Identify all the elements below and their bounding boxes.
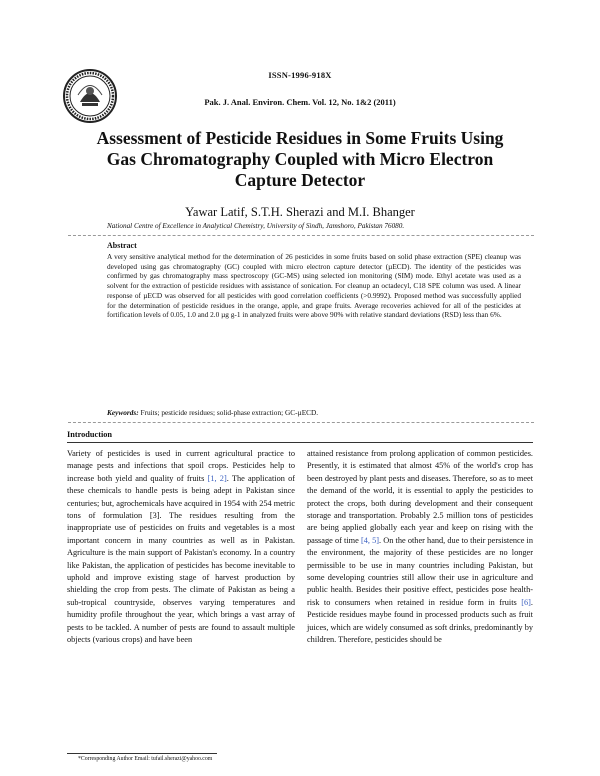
affiliation: National Centre of Excellence in Analytical Chemistry, University of Sindh, Jamshoro, Pakistan 76080.	[107, 222, 405, 230]
authors: Yawar Latif, S.T.H. Sherazi and M.I. Bhanger	[185, 205, 415, 219]
citation-link[interactable]: [1, 2]	[207, 473, 227, 483]
issn: ISSN-1996-918X	[268, 70, 332, 80]
keywords	[107, 408, 318, 417]
keywords-text: Fruits; pesticide residues; solid-phase extraction; GC-µECD.	[140, 408, 319, 417]
body-column-right	[307, 448, 533, 647]
keywords-label: Keywords:	[107, 408, 139, 417]
abstract-section	[107, 241, 521, 320]
divider	[68, 422, 534, 423]
paragraph-text: . Pesticide residues maybe found in processed products such as fruit juices, which are widely consumed as soft drinks, predominantly by children. Therefore, pesticides should be	[307, 597, 533, 645]
divider	[68, 235, 534, 236]
paragraph-text: Variety of pesticides is used in current agricultural practice to manage pests and infections that spoil crops. Pesticides help to increase both yield and quality of fruits	[67, 449, 295, 483]
abstract-text: A very sensitive analytical method for the determination of 26 pesticides in some fruits based on solid phase extraction (SPE) cleanup was developed using gas chromatography (GC) coupled with micro electron capture detector (µECD). The identity of the pesticides was confirmed by gas chromatography mass spectroscopy (GC-MS) using selected ion monitoring (SIM) mode. Ethyl acetate was used as a solvent for the extraction of pesticide residues with assistance of sonication. For cleanup an octadecyl, C18 SPE column was used. A linear response of µECD was observed for all pesticides with good correlation coefficients (>0.9992). Proposed method was successfully applied for the determination of pesticide residues in the orange, apple, and grape fruits. Average recoveries achieved for all of the pesticides at fortification levels of 0.05, 1.0 and 2.0 µg g-1 in analyzed fruits were above 90% with relative standard deviations (RSD) less than 6%.	[107, 252, 521, 320]
citation-link[interactable]: [4, 5]	[360, 535, 380, 545]
footnote-divider	[67, 753, 217, 754]
abstract-heading: Abstract	[107, 241, 137, 250]
paragraph-text: . The application of these chemicals to handle pests is being adept in Pakistan since centuries; but, agrochemicals have acquired in 1954 with 254 metric tons of formulation [3]. The residues resulting from the inappropriate use of pesticides on fruits and vegetables is a most important concern in many countries as well as in Pakistan. Agriculture is the main support of Pakistan's economy. In a country like Pakistan, the application of pesticides has become inevitable to uphold and improve existing stage of harvest production by shielding the crop from pests. The climate of Pakistan as being a sub-tropical countryside, observes varying temperatures and humidity profile throughout the year, which brings a vast array of pests to be tackled. A number of pests are found to assault multiple objects (various crops) and have been	[67, 473, 296, 645]
footnote: *Corresponding Author Email: tufail.sherazi@yahoo.com	[78, 756, 213, 762]
divider	[67, 442, 533, 443]
section-heading-introduction: Introduction	[67, 430, 113, 439]
paragraph-text: attained resistance from prolong application of common pesticides. Presently, it is estimated that almost 45% of the world's crop has been destroyed by plant pests and diseases. Therefore, so as to meet the demand of the world, it is essential to apply the pesticides to protect the crops, both during development and their consequent storage and transportation. Probably 2.5 million tons of pesticides are being applied globally each year and keep on rising with the passage of time	[307, 449, 533, 545]
journal-citation: Pak. J. Anal. Environ. Chem. Vol. 12, No. 1&2 (2011)	[204, 97, 396, 107]
body-column-left	[67, 448, 295, 647]
paper-title: Assessment of Pesticide Residues in Some Fruits Using Gas Chromatography Coupled with Micro Electron Capture Detector	[96, 128, 504, 190]
paragraph-text: . On the other hand, due to their persistence in the environment, the majority of these pesticides are no longer permissible to be use in many countries including Pakistan, but some developing countries still allow their use in agriculture and public health. Besides their positive effect, pesticides pose health-risk to consumers when retained in residue form in fruits	[307, 535, 534, 607]
citation-link[interactable]: [6]	[521, 597, 531, 607]
